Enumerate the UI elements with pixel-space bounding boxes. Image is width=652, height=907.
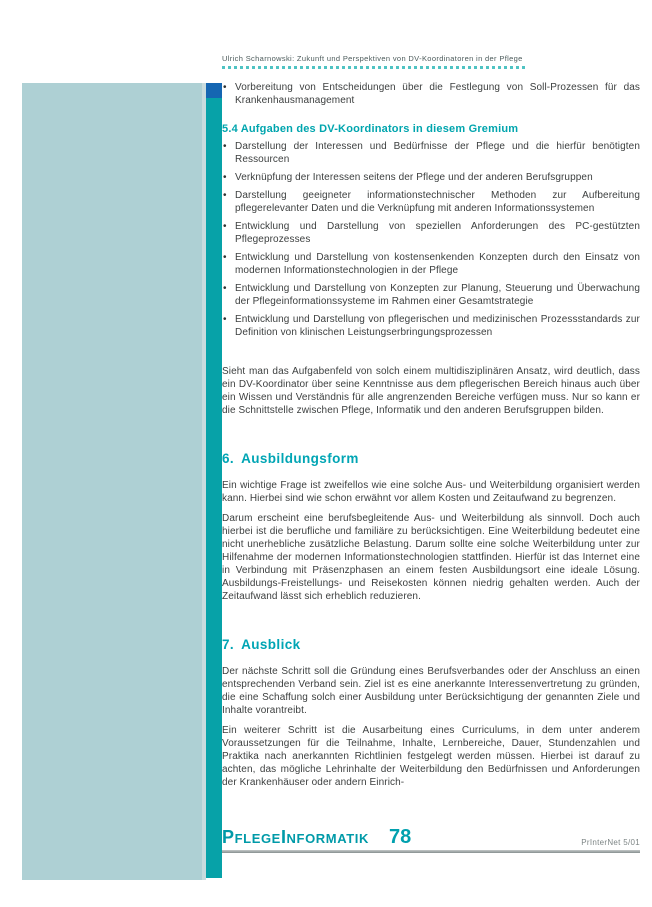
section-7-paragraph: Der nächste Schritt soll die Gründung eines Berufsverbandes oder der Anschluss an einen entsprechenden Verband sein. Ziel ist es eine anerkannte Interessenvertretung zu gründen, die eine Schaffung solch einer Ausbildung unter Berücksichtigung der genannten Ziele und Inhalte vorantreibt. <box>222 666 640 716</box>
running-header: Ulrich Scharnowski: Zukunft und Perspektiven von DV-Koordinatoren in der Pflege <box>222 54 525 69</box>
page-number: 78 <box>388 826 412 848</box>
left-margin-panel <box>22 83 202 880</box>
section-7-number: 7. <box>222 637 235 652</box>
issue-label: PrInterNet 5/01 <box>581 838 640 847</box>
teal-accent-strip <box>206 83 222 878</box>
section-6-paragraph: Darum erscheint eine berufsbegleitende Aus- und Weiterbildung als sinnvoll. Doch auch hierbei ist die berufliche und familiäre zu berücksichtigen. Eine Weiterbildung bedeutet eine nicht unerhebliche zusätzliche Belastung. Darum sollte eine solche Weiterbildung unter zur Hilfenahme der modernen Informationstechnologien stattfinden. Hierfür ist das Internet eine in Verbindung mit Präsenzphasen an einem festen Ausbildungsort eine ideale Lösung. Ausbildungs-Freistellungs- und Reisekosten können niedrig gehalten werden. Auch der Zeitaufwand lässt sich erheblich reduzieren. <box>222 513 640 602</box>
blue-strip-cap <box>206 83 222 98</box>
list-item: • Vorbereitung von Entscheidungen über die Festlegung von Soll-Prozessen für das Krankenhausmanagement <box>222 81 640 107</box>
footer-rule <box>222 850 640 853</box>
section-5-4-title: 5.4 Aufgaben des DV-Koordinators in diesem Gremium <box>222 123 519 135</box>
section-7-heading <box>222 637 640 652</box>
section-7-paragraph: Ein weiterer Schritt ist die Ausarbeitung eines Curriculums, in dem unter anderem Voraussetzungen für die Teilnahme, Inhalte, Lernbereiche, Dauer, Stundenzahlen und Praktika nach anerkannten Richtlinien festgelegt werden müssen. Hierbei ist darauf zu achten, das mögliche Lehrinhalte der Weiterbildung den Bedürfnissen und Anforderungen der Krankenhäuser oder andern Einrich- <box>222 725 640 788</box>
list-item: • Darstellung der Interessen und Bedürfnisse der Pflege und die hierfür benötigten Ressourcen <box>222 140 640 166</box>
page-footer <box>222 826 640 853</box>
section-6-paragraph: Ein wichtige Frage ist zweifellos wie eine solche Aus- und Weiterbildung organisiert werden kann. Hierbei sind wie schon erwähnt vor allem Kosten und Zeitaufwand zu begrenzen. <box>222 480 640 504</box>
list-item: • Entwicklung und Darstellung von speziellen Anforderungen des PC-gestützten Pflegeprozesses <box>222 220 640 246</box>
list-item: • Darstellung geeigneter informationstechnischer Methoden zur Aufbereitung pflegerelevanter Daten und die Verknüpfung mit anderen Informationssystemen <box>222 189 640 215</box>
list-item: • Entwicklung und Darstellung von pflegerischen und medizinischen Prozessstandards zur Definition von klinischen Leistungserbringungsprozessen <box>222 313 640 339</box>
list-item: • Verknüpfung der Interessen seitens der Pflege und der anderen Berufsgruppen <box>222 171 640 184</box>
journal-wordmark: PflegeInformatik <box>222 827 369 847</box>
section-5-4-bullet-list <box>222 140 640 339</box>
section-7-title: Ausblick <box>241 637 301 652</box>
list-item: • Entwicklung und Darstellung von kostensenkenden Konzepten durch den Einsatz von modernen Informationstechnologien in der Pflege <box>222 251 640 277</box>
section-6-heading <box>222 451 640 466</box>
list-item: • Entwicklung und Darstellung von Konzepten zur Planung, Steuerung und Überwachung der Pflegeinformationssysteme im Rahmen einer Gesamtstrategie <box>222 282 640 308</box>
section-5-4-closing-paragraph: Sieht man das Aufgabenfeld von solch einem multidisziplinären Ansatz, wird deutlich, dass ein DV-Koordinator über seine Kenntnisse aus dem pflegerischen Bereich hinaus auch über ein Wissen und Verständnis für alle angrenzenden Bereiche verfügen muss. Nur so kann er die Schnittstelle zwischen Pflege, Informatik und den anderen Berufsgruppen bilden. <box>222 366 640 416</box>
article-column <box>222 48 640 796</box>
carryover-bullet-list <box>222 81 640 107</box>
section-6-title: Ausbildungsform <box>241 451 359 466</box>
section-6-number: 6. <box>222 451 235 466</box>
